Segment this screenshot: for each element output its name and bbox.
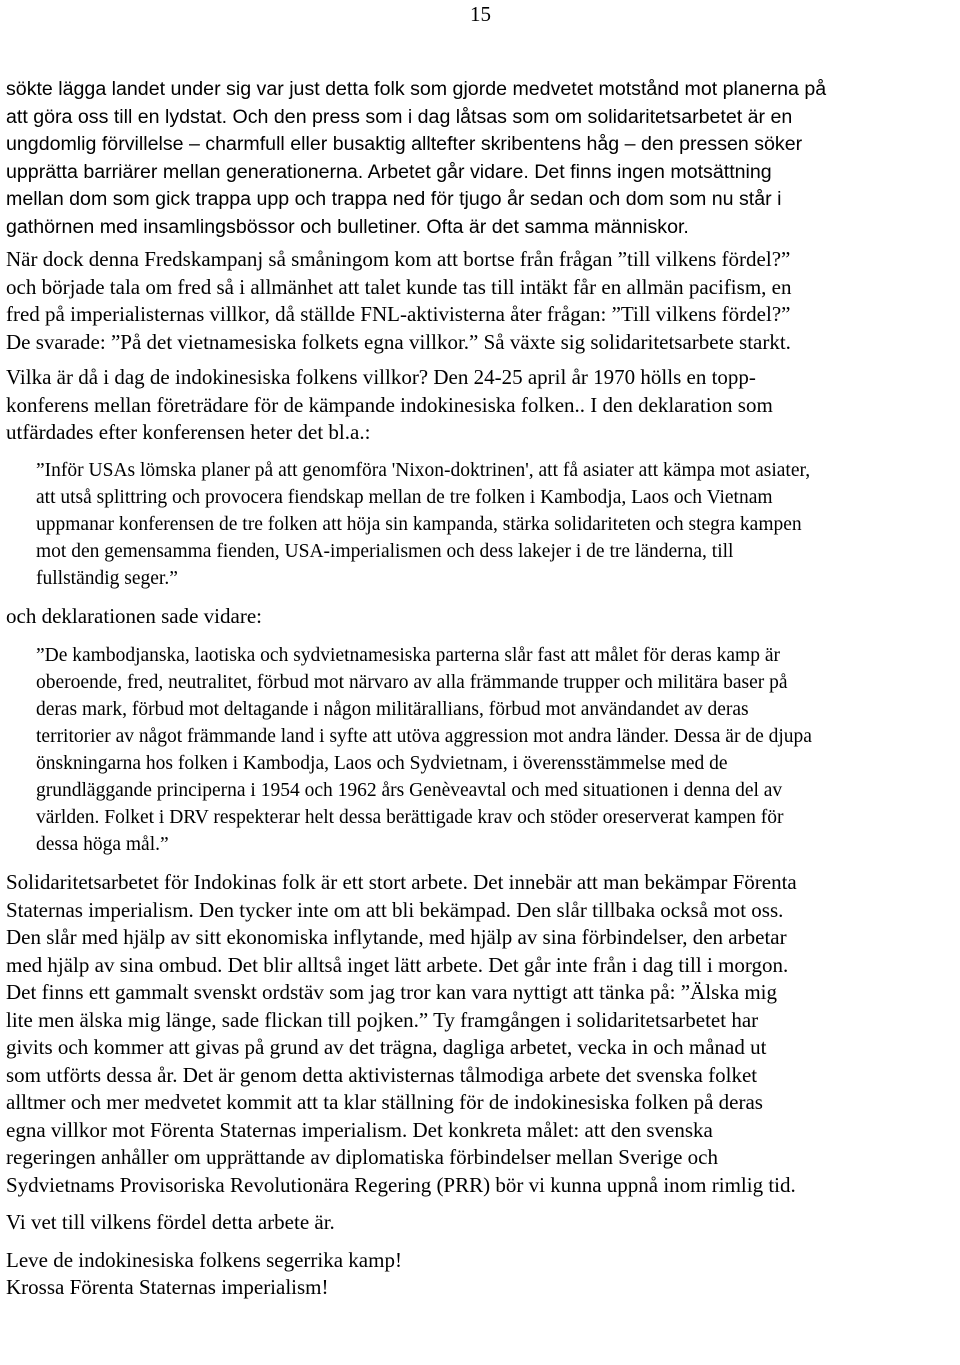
text-line: Leve de indokinesiska folkens segerrika kamp! xyxy=(6,1247,402,1272)
page-number: 15 xyxy=(470,2,491,26)
text-line: önskningarna hos folken i Kambodja, Laos och Sydvietnam, i överensstämmelse med de xyxy=(36,753,728,774)
text-line: Solidaritetsarbetet för Indokinas folk är ett stort arbete. Det innebär att man bekämpar Förenta xyxy=(6,870,797,894)
text-line: fred på imperialisternas villkor, då ställde FNL-aktivisterna åter frågan: ”Till vilkens fördel?” xyxy=(6,302,791,326)
paragraph-4 xyxy=(6,603,958,631)
text-line: världen. Folket i DRV respekterar helt dessa berättigade krav och stöder oreserverat kampen för xyxy=(36,807,784,828)
text-line: territorier av något främmande land i syfte att utöva aggression mot andra länder. Dessa är de djupa xyxy=(36,726,812,747)
text-line: utfärdades efter konferensen heter det bl.a.: xyxy=(6,420,371,444)
text-line: mot den gemensamma fienden, USA-imperialismen och dess lakejer i de tre länderna, till xyxy=(36,540,734,562)
text-line: deras mark, förbud mot deltagande i någon militärallians, förbud mot användandet av deras xyxy=(36,699,749,720)
paragraph-7 xyxy=(6,1247,958,1302)
paragraph-1 xyxy=(6,76,958,241)
text-line: konferens mellan företrädare för de kämpande indokinesiska folken.. I den deklaration som xyxy=(6,392,773,417)
text-line: egna villkor mot Förenta Staternas imperialism. Det konkreta målet: att den svenska xyxy=(6,1117,713,1142)
text-line: Sydvietnams Provisoriska Revolutionära Regering (PRR) bör vi kunna uppnå inom rimlig tid. xyxy=(6,1172,796,1197)
text-line: uppmanar konferensen de tre folken att höja sin kampanda, stärka solidariteten och stegra kampen xyxy=(36,513,802,535)
text-line: sökte lägga landet under sig var just detta folk som gjorde medvetet motstånd mot planerna på xyxy=(6,78,827,100)
text-line: dessa höga mål.” xyxy=(36,834,169,855)
text-line: lite men älska mig länge, sade flickan till pojken.” Ty framgången i solidaritetsarbetet har xyxy=(6,1007,759,1032)
text-line: ungdomlig förvillelse – charmfull eller busaktig alltefter skribentens håg – den pressen söker xyxy=(6,133,803,155)
text-line: Vi vet till vilkens fördel detta arbete är. xyxy=(6,1210,335,1234)
document-body xyxy=(6,76,958,1302)
text-line: gathörnen med insamlingsbössor och bulletiner. Ofta är det samma människor. xyxy=(6,215,689,238)
text-line: att utså splittring och provocera fiendskap mellan de tre folken i Kambodja, Laos och Vietnam xyxy=(36,486,773,508)
text-line: grundläggande principerna i 1954 och 1962 års Genèveavtal och med situationen i denna del av xyxy=(36,780,783,801)
text-line: och deklarationen sade vidare: xyxy=(6,603,262,628)
text-line: oberoende, fred, neutralitet, förbud mot närvaro av alla främmande trupper och militära baser på xyxy=(36,672,788,693)
blockquote-2 xyxy=(6,642,958,858)
text-line: att göra oss till en lydstat. Och den press som i dag låtsas som om solidaritetsarbetet är en xyxy=(6,105,793,128)
text-line: med hjälp av sina ombud. Det blir alltså inget lätt arbete. Det går inte från i dag till i morgon. xyxy=(6,952,789,977)
text-line: upprätta barriärer mellan generationerna. Arbetet går vidare. Det finns ingen motsättning xyxy=(6,160,772,183)
text-line: Det finns ett gammalt svenskt ordstäv som jag tror kan vara nyttigt att tänka på: ”Älska mig xyxy=(6,980,777,1004)
text-line: som utförts dessa år. Det är genom detta aktivisternas tålmodiga arbete det svenska folket xyxy=(6,1062,758,1087)
text-line: Den slår med hjälp av sitt ekonomiska inflytande, med hjälp av sina förbindelser, den arbetar xyxy=(6,925,787,949)
text-line: Krossa Förenta Staternas imperialism! xyxy=(6,1275,329,1299)
paragraph-2 xyxy=(6,246,958,356)
text-line: ”Inför USAs lömska planer på att genomföra 'Nixon-doktrinen', att få asiater att kämpa mot asiater, xyxy=(36,459,811,481)
text-line: ”De kambodjanska, laotiska och sydvietnamesiska parterna slår fast att målet för deras kamp är xyxy=(36,645,780,666)
text-line: mellan dom som gick trappa upp och trappa ned för tjugo år sedan och dom som nu står i xyxy=(6,188,782,210)
text-line: regeringen anhåller om upprättande av diplomatiska förbindelser mellan Sverige och xyxy=(6,1145,719,1169)
paragraph-6 xyxy=(6,1209,958,1237)
text-line: Vilka är då i dag de indokinesiska folkens villkor? Den 24-25 april år 1970 hölls en topp- xyxy=(6,365,756,389)
text-line: När dock denna Fredskampanj så småningom kom att bortse från frågan ”till vilkens fördel?” xyxy=(6,247,791,271)
text-line: De svarade: ”På det vietnamesiska folkets egna villkor.” Så växte sig solidaritetsarbete starkt. xyxy=(6,329,791,354)
text-line: Staternas imperialism. Den tycker inte om att bli bekämpad. Den slår tillbaka också mot oss. xyxy=(6,897,784,922)
text-line: alltmer och mer medvetet kommit att ta klar ställning för de indokinesiska folken på deras xyxy=(6,1090,763,1114)
paragraph-5 xyxy=(6,869,958,1199)
blockquote-1 xyxy=(6,457,958,592)
paragraph-3 xyxy=(6,364,958,447)
text-line: fullständig seger.” xyxy=(36,567,178,589)
text-line: och började tala om fred så i allmänhet att talet kunde tas till intäkt får en allmän pacifism, en xyxy=(6,274,792,299)
text-line: givits och kommer att givas på grund av det trägna, dagliga arbetet, vecka in och månad ut xyxy=(6,1035,767,1059)
